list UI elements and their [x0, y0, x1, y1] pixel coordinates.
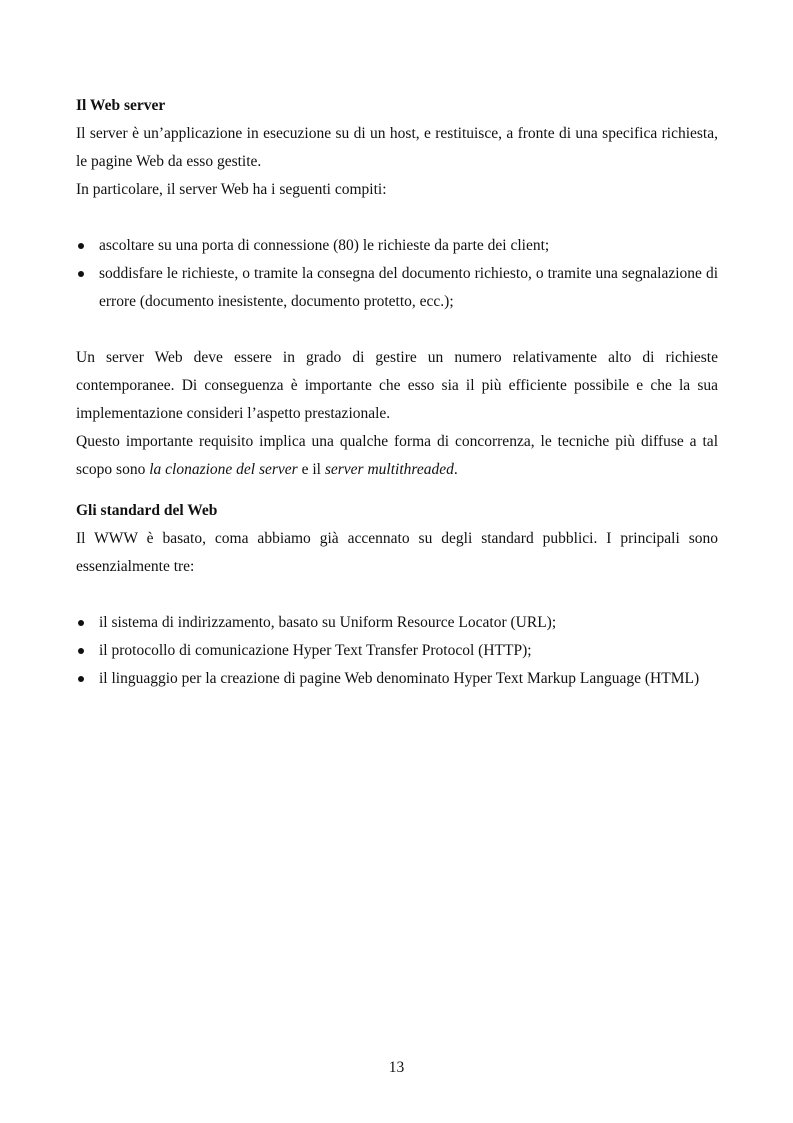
list-item-text: soddisfare le richieste, o tramite la consegna del documento richiesto, o tramite una segnalazione di errore (documento inesistente, documento protetto, ecc.); [99, 265, 718, 310]
page-number: 13 [388, 1059, 405, 1076]
web-server-concurrency-paragraph [76, 428, 718, 484]
web-server-intro: Il server è un’applicazione in esecuzione su di un host, e restituisce, a fronte di una specifica richiesta, le pagine Web da esso gestite. [76, 125, 718, 170]
bullet-icon [76, 260, 86, 288]
web-server-tasks-list [76, 232, 718, 316]
concurrency-text-end: . [453, 461, 458, 478]
concurrency-term-multithreaded: server multithreaded [324, 461, 454, 478]
bullet-icon [76, 637, 86, 665]
list-item-text: il protocollo di comunicazione Hyper Text Transfer Protocol (HTTP); [99, 642, 532, 659]
list-item [76, 609, 718, 637]
bullet-icon [76, 232, 86, 260]
list-item [76, 260, 718, 316]
section-heading-web-standards: Gli standard del Web [76, 502, 218, 519]
list-item [76, 637, 718, 665]
web-standards-intro: Il WWW è basato, coma abbiamo già accennato su degli standard pubblici. I principali sono essenzialmente tre: [76, 530, 718, 575]
list-item-text: il sistema di indirizzamento, basato su Uniform Resource Locator (URL); [99, 614, 557, 631]
web-server-performance-paragraph: Un server Web deve essere in grado di gestire un numero relativamente alto di richieste contemporanee. Di conseguenza è importante che esso sia il più efficiente possibile e che la sua implementazione consideri l’aspetto prestazionale. [76, 349, 718, 422]
concurrency-text-mid: e il [297, 461, 325, 478]
concurrency-text-start: Questo importante requisito implica una qualche forma di concorrenza, le tecniche più diffuse a tal scopo sono [76, 433, 718, 478]
web-server-tasks-intro: In particolare, il server Web ha i seguenti compiti: [76, 181, 387, 198]
list-item-text: ascoltare su una porta di connessione (80) le richieste da parte dei client; [99, 237, 550, 254]
concurrency-term-cloning: la clonazione del server [149, 461, 298, 478]
bullet-icon [76, 665, 86, 693]
list-item [76, 232, 718, 260]
document-page [76, 92, 718, 693]
section-heading-web-server: Il Web server [76, 97, 166, 114]
list-item-text: il linguaggio per la creazione di pagine Web denominato Hyper Text Markup Language (HTML) [99, 670, 700, 687]
list-item [76, 665, 718, 693]
web-standards-list [76, 609, 718, 693]
bullet-icon [76, 609, 86, 637]
